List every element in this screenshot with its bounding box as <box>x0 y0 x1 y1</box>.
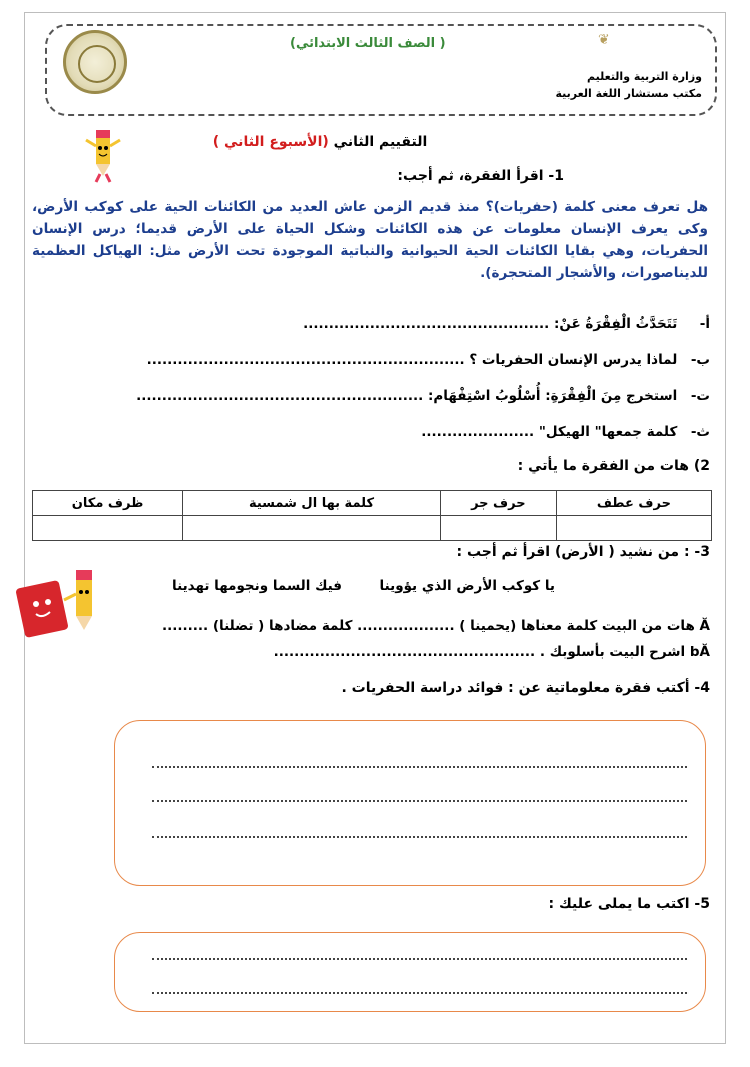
q1-heading: 1- اقرأ الفقرة، ثم أجب: <box>397 168 564 184</box>
table-header-cell: كلمة بها ال شمسية <box>183 491 441 516</box>
ministry-line: وزارة التربية والتعليم <box>587 70 702 83</box>
verse-right: يا كوكب الأرض الذي يؤوينا <box>379 578 555 594</box>
ministry-name <box>556 68 703 102</box>
item-label: أ- <box>699 316 710 332</box>
title-week: (الأسبوع الثاني ) <box>212 134 329 150</box>
ministry-seal-icon <box>63 30 127 94</box>
book-pencil-mascot-icon <box>14 564 106 644</box>
table-header-row <box>33 491 712 516</box>
pencil-mascot-icon <box>82 126 124 184</box>
q1-item-d <box>421 424 710 440</box>
item-label: ت- <box>690 388 710 404</box>
q5-writing-box[interactable] <box>114 932 706 1012</box>
item-text: استخرج مِنَ الْفِقْرَةِ: أُسْلُوبُ اسْتِفْهَام: ........................................................ <box>136 388 678 404</box>
q4-writing-box[interactable] <box>114 720 706 886</box>
table-header-cell: حرف عطف <box>556 491 711 516</box>
answer-table <box>32 490 712 541</box>
office-line: مكتب مستشار اللغة العربية <box>555 87 702 100</box>
answer-cell[interactable] <box>440 516 556 541</box>
table-answer-row <box>33 516 712 541</box>
q1-item-b <box>147 352 710 368</box>
item-label: ث- <box>690 424 710 440</box>
grade-label: ( الصف الثالث الابتدائي) <box>290 36 446 51</box>
answer-cell[interactable] <box>33 516 183 541</box>
item-text: كلمة جمعها" الهيكل" ...................... <box>421 424 678 440</box>
reading-paragraph: هل تعرف معنى كلمة (حفريات)؟ منذ قديم الزمن عاش العديد من الكائنات الحية على كوكب الأرض، وكى يعرف الإنسان معلومات عن هذه الكائنات وشكل الحياة على الأرض قديما؛ درس الإنسان الحفريات، وهي بقايا الكائنات الحية الحيوانية والنباتية الموجودة تحت الأرض مثل: الهياكل العظمية للديناصورات، والأشجار المتحجرة). <box>32 199 708 281</box>
writing-line <box>152 836 687 838</box>
writing-line <box>152 958 687 960</box>
q1-item-a <box>303 316 710 332</box>
q5-heading: 5- اكتب ما يملى عليك : <box>548 896 710 912</box>
eagle-emblem-icon: ❦ <box>598 32 610 48</box>
q3-line-a: Ă هات من البيت كلمة معناها (يحمينا ) ................... كلمة مضادها ( تضلنا) ......... <box>161 618 710 634</box>
title-prefix: التقييم الثاني <box>328 134 428 150</box>
table-header-cell: ظرف مكان <box>33 491 183 516</box>
item-text: تَتَحَدَّثُ الْفِقْرَةُ عَنْ: ................................................ <box>303 316 678 332</box>
q3-line-b: bĂ اشرح البيت بأسلوبك . ................................................... <box>273 644 710 660</box>
writing-line <box>152 800 687 802</box>
answer-cell[interactable] <box>556 516 711 541</box>
q1-item-c <box>136 388 710 404</box>
writing-line <box>152 766 687 768</box>
page-title <box>140 134 500 150</box>
item-label: ب- <box>690 352 710 368</box>
q3-heading: 3- : من نشيد ( الأرض) اقرأ ثم أجب : <box>456 544 710 560</box>
writing-line <box>152 992 687 994</box>
q2-heading: 2) هات من الفقرة ما يأتي : <box>517 458 710 474</box>
table-header-cell: حرف جر <box>440 491 556 516</box>
answer-cell[interactable] <box>183 516 441 541</box>
item-text: لماذا يدرس الإنسان الحفريات ؟ .............................................................. <box>146 352 678 368</box>
q4-heading: 4- أكتب فقرة معلوماتية عن : فوائد دراسة الحفريات . <box>341 680 710 696</box>
verse-left: فيك السما ونجومها تهدينا <box>172 578 342 594</box>
